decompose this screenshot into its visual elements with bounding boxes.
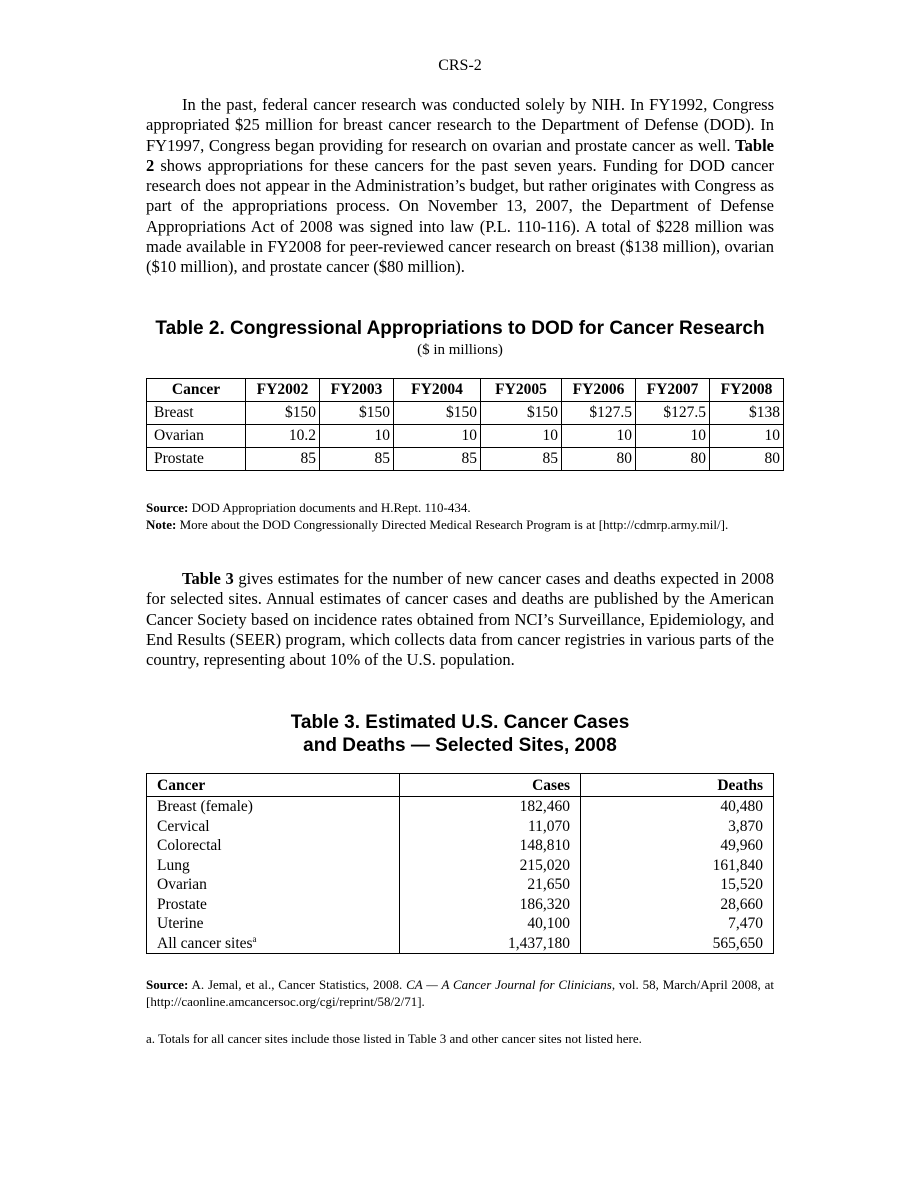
cancer-site: Cervical [147, 817, 400, 837]
cancer-site: Ovarian [147, 875, 400, 895]
source-label: Source: [146, 500, 189, 515]
table-row [147, 817, 774, 837]
table3-source [146, 976, 774, 1010]
source-text-post: , vol. 58, March/April 2008, at [http://caonline.amcancersoc.org/cgi/reprint/58/2/71]. [146, 977, 774, 1009]
table2-reference: Table 2 [146, 135, 774, 175]
header-cell: FY2008 [710, 379, 784, 402]
footnote-marker: a [252, 933, 257, 944]
cases-cell: 148,810 [400, 836, 581, 856]
cancer-site: Colorectal [147, 836, 400, 856]
table-row [147, 875, 774, 895]
cancer-site: Uterine [147, 914, 400, 934]
table3-title-line2: and Deaths — Selected Sites, 2008 [303, 735, 617, 756]
value-cell: 85 [481, 448, 562, 471]
source-text-pre: A. Jemal, et al., Cancer Statistics, 2008. [188, 977, 407, 992]
page-number: CRS-2 [438, 57, 482, 74]
cancer-name: Breast [147, 402, 246, 425]
intro-text-part1: In the past, federal cancer research was conducted solely by NIH. In FY1992, Congress appropriated $25 million for breast cancer research to the Department of Defense (DOD). In FY1997, Congress began providing for research on ovarian and prostate cancer as well. [146, 95, 774, 155]
cancer-site: Lung [147, 856, 400, 876]
value-cell: 85 [320, 448, 394, 471]
deaths-cell: 15,520 [581, 875, 774, 895]
table-header-row [147, 774, 774, 797]
value-cell: 10.2 [246, 425, 320, 448]
value-cell: $150 [320, 402, 394, 425]
value-cell: 80 [636, 448, 710, 471]
table-header-row [147, 379, 784, 402]
header-cell: FY2007 [636, 379, 710, 402]
value-cell: $150 [394, 402, 481, 425]
table-row [147, 914, 774, 934]
source-text: DOD Appropriation documents and H.Rept. 110-434. [188, 500, 471, 515]
value-cell: 80 [710, 448, 784, 471]
deaths-cell: 7,470 [581, 914, 774, 934]
total-label: All cancer sites [157, 934, 253, 952]
intro-text-part2: shows appropriations for these cancers for the past seven years. Funding for DOD cancer research does not appear in the Administration’s budget, but rather originates with Congress as part of the appropriations process. On November 13, 2007, the Department of Defense Appropriations Act of 2008 was signed into law (P.L. 110-116). A total of $228 million was made available in FY2008 for peer-reviewed cancer research on breast ($138 million), ovarian ($10 million), and prostate cancer ($80 million). [146, 155, 774, 277]
deaths-cell: 161,840 [581, 856, 774, 876]
value-cell: $138 [710, 402, 784, 425]
value-cell: 10 [320, 425, 394, 448]
value-cell: 10 [481, 425, 562, 448]
total-row [147, 934, 774, 954]
header-cell: Deaths [581, 774, 774, 797]
value-cell: 80 [562, 448, 636, 471]
value-cell: 10 [562, 425, 636, 448]
cancer-name: Prostate [147, 448, 246, 471]
value-cell: 85 [246, 448, 320, 471]
header-cell: Cancer [147, 379, 246, 402]
header-cell: FY2005 [481, 379, 562, 402]
cancer-name: Ovarian [147, 425, 246, 448]
table-row [147, 402, 784, 425]
journal-title: CA — A Cancer Journal for Clinicians [406, 977, 612, 992]
note-text: More about the DOD Congressionally Directed Medical Research Program is at [http://cdmrp.army.mil/]. [176, 517, 729, 532]
value-cell: $127.5 [636, 402, 710, 425]
table3-intro-paragraph [146, 569, 774, 670]
header-cell: FY2002 [246, 379, 320, 402]
deaths-cell: 28,660 [581, 895, 774, 915]
deaths-cell: 40,480 [581, 797, 774, 817]
cases-cell: 182,460 [400, 797, 581, 817]
table2-title: Table 2. Congressional Appropriations to DOD for Cancer Research [155, 318, 765, 339]
cases-cell: 40,100 [400, 914, 581, 934]
table-row [147, 895, 774, 915]
source-label: Source: [146, 977, 189, 992]
cases-cell: 21,650 [400, 875, 581, 895]
value-cell: 10 [710, 425, 784, 448]
header-cell: FY2006 [562, 379, 636, 402]
value-cell: $150 [481, 402, 562, 425]
header-cell: Cancer [147, 774, 400, 797]
intro-paragraph [146, 95, 774, 278]
table-row [147, 797, 774, 817]
value-cell: $150 [246, 402, 320, 425]
cancer-site: Breast (female) [147, 797, 400, 817]
value-cell: $127.5 [562, 402, 636, 425]
cancer-cases-table [146, 773, 774, 954]
table2-source [146, 499, 774, 516]
table3-intro-text: gives estimates for the number of new cancer cases and deaths expected in 2008 for selected sites. Annual estimates of cancer cases and deaths are published by the American Cancer Society based on incidence rates obtained from NCI’s Surveillance, Epidemiology, and End Results (SEER) program, which collects data from cancer registries in various parts of the country, representing about 10% of the U.S. population. [146, 569, 774, 670]
cancer-site: Prostate [147, 895, 400, 915]
note-label: Note: [146, 517, 177, 532]
appropriations-table [146, 378, 784, 471]
deaths-cell: 565,650 [581, 934, 774, 954]
header-cell: FY2003 [320, 379, 394, 402]
table-row [147, 425, 784, 448]
cases-cell: 215,020 [400, 856, 581, 876]
table2-note [146, 516, 774, 533]
deaths-cell: 3,870 [581, 817, 774, 837]
table-row [147, 448, 784, 471]
table3-reference: Table 3 [182, 569, 234, 588]
header-cell: FY2004 [394, 379, 481, 402]
value-cell: 85 [394, 448, 481, 471]
header-cell: Cases [400, 774, 581, 797]
table2-subtitle: ($ in millions) [417, 342, 503, 358]
table-row [147, 856, 774, 876]
cancer-site [147, 934, 400, 954]
cases-cell: 11,070 [400, 817, 581, 837]
table-row [147, 836, 774, 856]
table3-title [0, 711, 920, 757]
cases-cell: 1,437,180 [400, 934, 581, 954]
value-cell: 10 [636, 425, 710, 448]
cases-cell: 186,320 [400, 895, 581, 915]
value-cell: 10 [394, 425, 481, 448]
table3-title-line1: Table 3. Estimated U.S. Cancer Cases [290, 712, 630, 733]
deaths-cell: 49,960 [581, 836, 774, 856]
table3-footnote: a. Totals for all cancer sites include those listed in Table 3 and other cancer sites not listed here. [146, 1031, 642, 1046]
